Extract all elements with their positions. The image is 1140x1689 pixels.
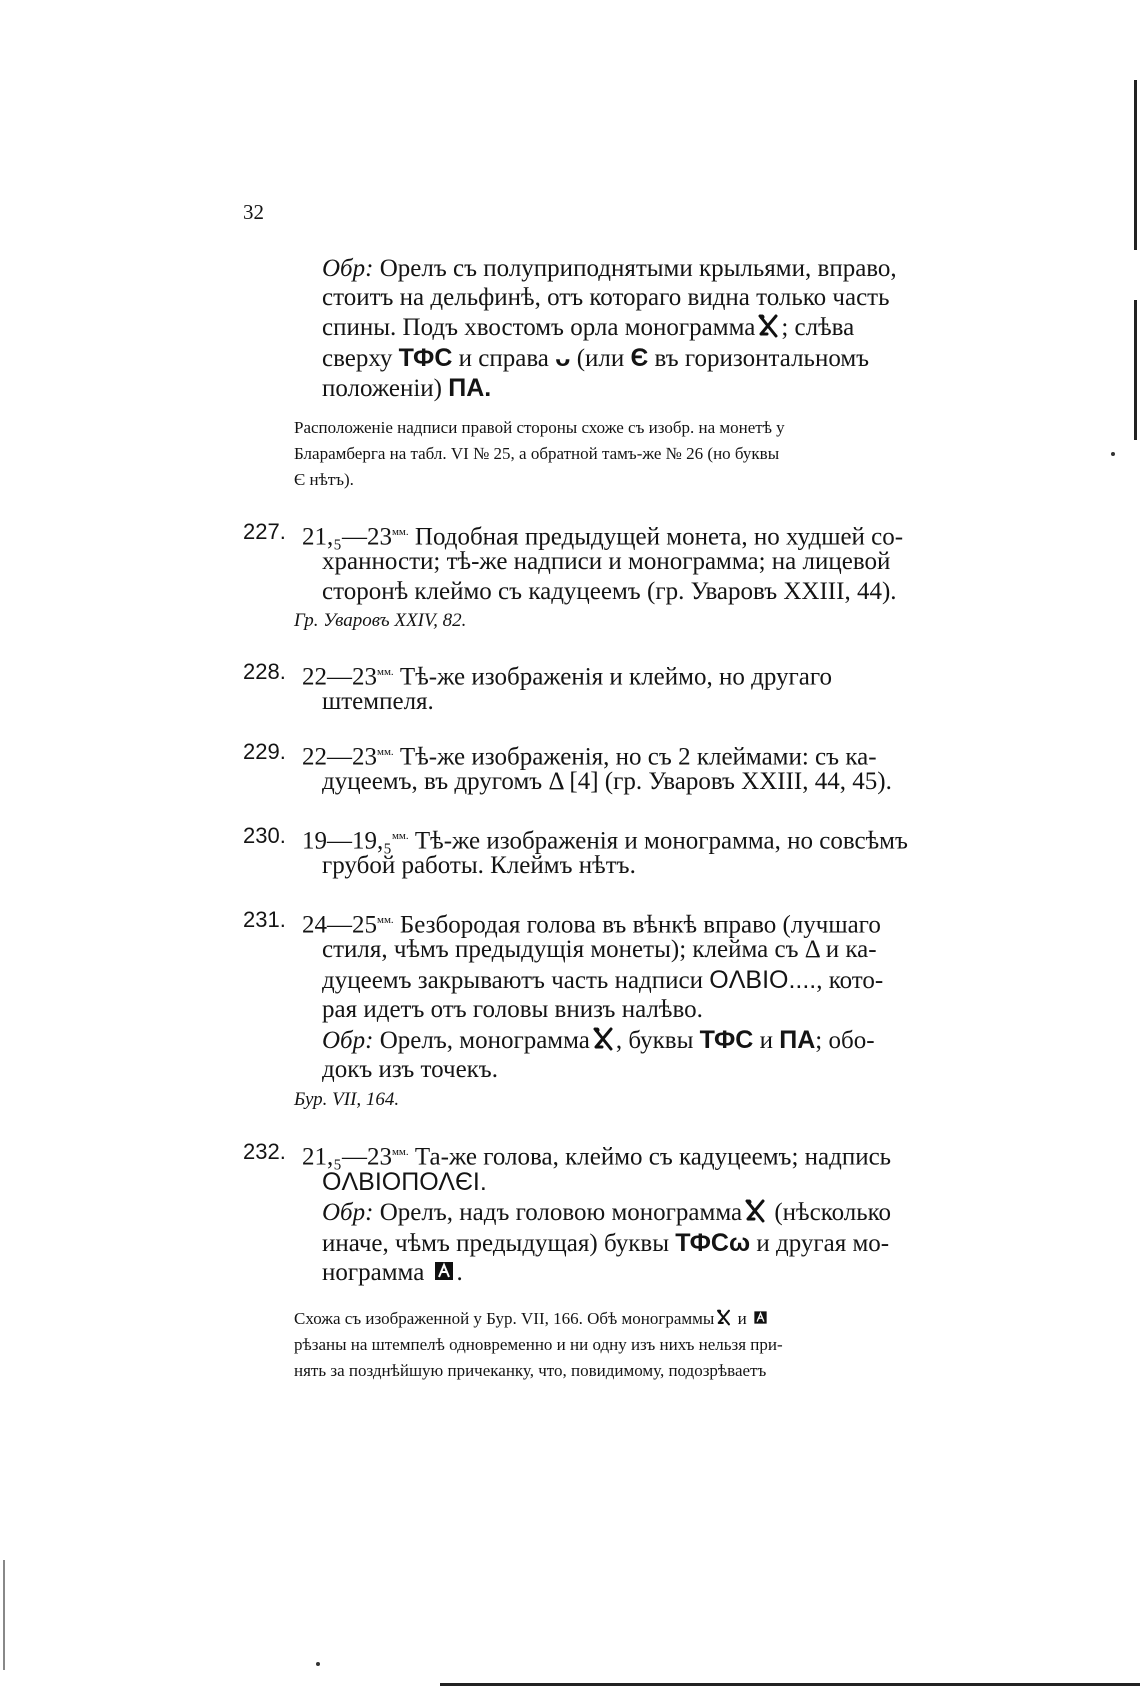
monogram-x-icon (744, 1199, 766, 1223)
entry-number: 227. (243, 519, 286, 544)
entry-number: 231. (243, 907, 286, 932)
entry-note-line: Схожа съ изображенной у Бур. VII, 166. Обѣ монограммы и (294, 1306, 770, 1332)
entry-line: стиля, чѣмъ предыдущія монеты); клейма съ Δ и ка- (322, 936, 877, 963)
scan-edge-right (1134, 300, 1137, 440)
entry-line: $21,_5—23^{мм.}$ Подобная предыдущей монета, но худшей со- (302, 523, 904, 551)
intro-note-line-3: Є нѣтъ). (294, 470, 354, 489)
entry-obverse-line: нограмма . (322, 1259, 463, 1286)
scan-speck (316, 1662, 320, 1666)
intro-line-3: спины. Подъ хвостомъ орла монограмма ; слѣва (322, 314, 855, 341)
page-number: 32 (243, 200, 264, 224)
entry-obverse-line: иначе, чѣмъ предыдущая) буквы ТФСω и другая мо- (322, 1229, 890, 1257)
intro-note-line-1: Расположеніе надписи правой стороны схоже съ изобр. на монетѣ у (294, 418, 785, 437)
entry-line: рая идетъ отъ головы внизъ налѣво. (322, 996, 703, 1023)
entry-note-line: рѣзаны на штемпелѣ одновременно и ни одну изъ нихъ нельзя при- (294, 1335, 783, 1354)
entry-number: 228. (243, 659, 286, 684)
entry-number: 230. (243, 823, 286, 848)
intro-line-5: положеніи) ПА. (322, 374, 492, 402)
entry-line: сторонѣ клеймо съ кадуцеемъ (гр. Уваровъ XXIII, 44). (322, 578, 897, 605)
entry-line: хранности; тѣ-же надписи и монограмма; на лицевой (322, 548, 891, 575)
entry-line: $22—23^{мм.}$ Тѣ-же изображенія, но съ 2 клеймами: съ ка- (302, 743, 877, 771)
scan-speck (1111, 452, 1115, 456)
entry-reference: Гр. Уваровъ XXIV, 82. (294, 610, 467, 631)
entry-reference: Бур. VII, 164. (294, 1089, 400, 1110)
intro-note-line-2: Бларамберга на табл. VI № 25, а обратной тамъ-же № 26 (но буквы (294, 444, 780, 463)
entry-line: дуцеемъ закрываютъ часть надписи ОΛΒΙΟ...., кото- (322, 966, 884, 994)
entry-obverse-line: Обр: Орелъ, монограмма , буквы ТФС и ПА; обо- (322, 1026, 875, 1054)
entry-line: дуцеемъ, въ другомъ Δ [4] (гр. Уваровъ XXIII, 44, 45). (322, 768, 892, 795)
scan-edge-left (3, 1560, 5, 1670)
entry-number: 229. (243, 739, 286, 764)
entry-line: $22—23^{мм.}$ Тѣ-же изображенія и клеймо, но другаго (302, 663, 832, 691)
entry-line: штемпеля. (322, 688, 434, 715)
entry-line: $24—25^{мм.}$ Безбородая голова въ вѣнкѣ вправо (лучшаго (302, 911, 881, 939)
scan-edge-bottom (440, 1683, 1140, 1686)
entry-line: ОΛΒΙΟΠΟΛЄΙ. (322, 1168, 487, 1196)
monogram-block-icon (433, 1259, 455, 1283)
entry-line: грубой работы. Клеймъ нѣтъ. (322, 852, 636, 879)
monogram-x-icon (716, 1309, 731, 1326)
monogram-block-icon (753, 1309, 768, 1326)
intro-line-2: стоитъ на дельфинѣ, отъ котораго видна только часть (322, 284, 890, 311)
intro-line-1: Обр: Орелъ съ полуприподнятыми крыльями, вправо, (322, 255, 897, 282)
monogram-x-icon (757, 314, 779, 338)
entry-line: 19—19,₅$^{мм.}$ Тѣ-же изображенія и монограмма, но совсѣмъ (302, 827, 908, 855)
entry-line: $21,_5—23^{мм.}$ Та-же голова, клеймо съ кадуцеемъ; надпись (302, 1143, 892, 1171)
entry-number: 232. (243, 1139, 286, 1164)
scan-edge-right (1134, 80, 1137, 250)
entry-note-line: нять за позднѣйшую причеканку, что, повидимому, подозрѣваетъ (294, 1361, 767, 1380)
intro-line-4: сверху ТФС и справа ᴗ (или Є въ горизонтальномъ (322, 344, 870, 372)
entry-obverse-line: докъ изъ точекъ. (322, 1056, 498, 1083)
monogram-x-icon (592, 1027, 614, 1051)
entry-obverse-line: Обр: Орелъ, надъ головою монограмма (нѣсколько (322, 1199, 892, 1226)
